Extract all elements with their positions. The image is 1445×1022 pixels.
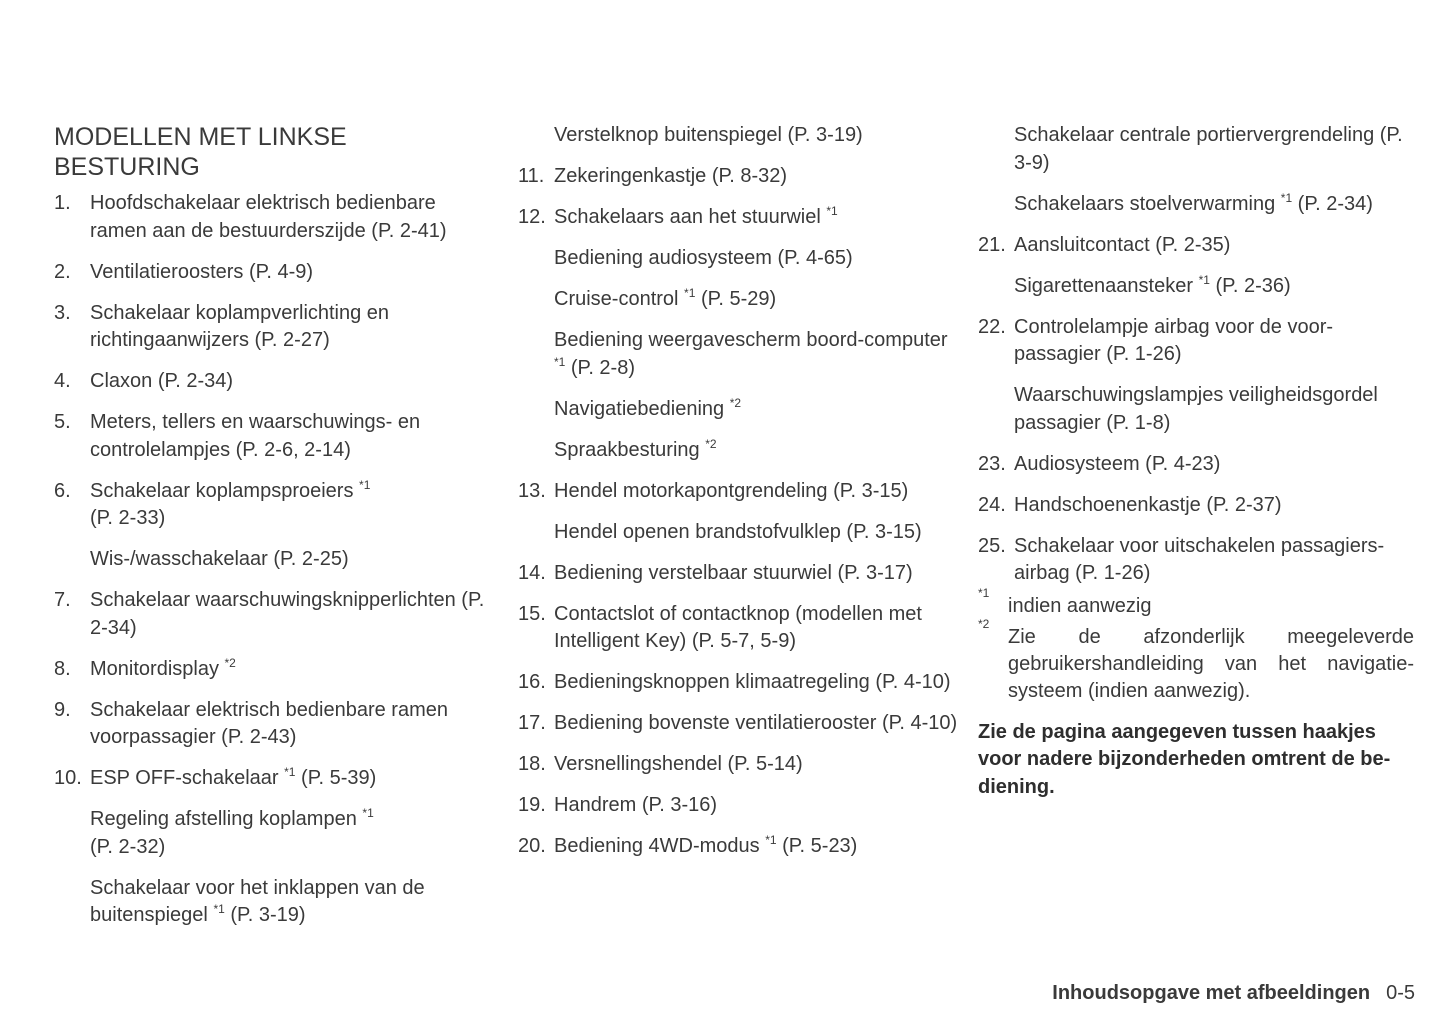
list-item: 7. Schakelaar waarschuwingsknipperlichten (P. 2-34) <box>54 589 485 639</box>
list-item: 4. Claxon (P. 2-34) <box>54 370 234 392</box>
list-subitem: Schakelaar centrale portiervergrendeling (P. 3-9) <box>1014 124 1403 174</box>
list-item: 25. Schakelaar voor uitschakelen passagiers-airbag (P. 1-26) <box>978 534 1385 584</box>
list-item: 6. Schakelaar koplampsproeiers $^{*1}$ (P. 2-33) <box>54 477 371 529</box>
reference-note: Zie de pagina aangegeven tussen haakjes voor nadere bijzonderheden omtrent de be-diening. <box>978 720 1391 798</box>
list-item: 14. Bediening verstelbaar stuurwiel (P. 3-17) <box>518 561 913 584</box>
title-line-1: MODELLEN MET LINKSE <box>54 123 347 151</box>
list-subitem: Regeling afstelling koplampen $^{*1}$ (P. 2-32) <box>90 806 374 858</box>
list-item: 20. Bediening 4WD-modus $^{*1}$ (P. 5-23) <box>518 833 858 857</box>
footnote: *1 indien aanwezig <box>978 585 1152 617</box>
list-subitem: Hendel openen brandstofvulklep (P. 3-15) <box>554 520 922 543</box>
page-footer <box>1052 982 1415 1005</box>
list-item: 16. Bedieningsknoppen klimaatregeling (P. 4-10) <box>518 671 951 693</box>
list-subitem: Wis-/wasschakelaar (P. 2-25) <box>90 548 349 570</box>
list-subitem: Sigarettenaansteker $^{*1}$ (P. 2-36) <box>1014 272 1291 297</box>
list-item: 13. Hendel motorkapontgrendeling (P. 3-15) <box>518 479 909 502</box>
list-item: 12. Schakelaars aan het stuurwiel $^{*1}$ <box>518 204 838 228</box>
column-left <box>54 122 494 943</box>
list-item: 3. Schakelaar koplampverlichting en richtingaanwijzers (P. 2-27) <box>54 301 390 351</box>
list-item: 23. Audiosysteem (P. 4-23) <box>978 452 1221 475</box>
list-item: 21. Aansluitcontact (P. 2-35) <box>978 233 1231 256</box>
list-item: 22. Controlelampje airbag voor de voor-passagier (P. 1-26) <box>978 315 1334 365</box>
title-line-2: BESTURING <box>54 153 200 181</box>
list-subitem: Schakelaar voor het inklappen van de buitenspiegel $^{*1}$ (P. 3-19) <box>90 876 425 926</box>
list-item: 2. Ventilatieroosters (P. 4-9) <box>54 260 314 283</box>
list-subitem: Bediening weergavescherm boord-computer $^{*1}$ (P. 2-8) <box>554 329 948 379</box>
column-right <box>978 122 1414 801</box>
list-item: 8. Monitordisplay $^{*2}$ <box>54 655 236 680</box>
list-item: 9. Schakelaar elektrisch bedienbare ramen voorpassagier (P. 2-43) <box>54 698 448 748</box>
list-item: 15. Contactslot of contactknop (modellen met Intelligent Key) (P. 5-7, 5-9) <box>518 602 922 652</box>
list-subitem: Navigatiebediening $^{*2}$ <box>554 395 742 420</box>
list-item: 19. Handrem (P. 3-16) <box>518 794 718 816</box>
list-subitem: Verstelknop buitenspiegel (P. 3-19) <box>554 124 863 146</box>
list-item: 24. Handschoenenkastje (P. 2-37) <box>978 493 1282 516</box>
page-title <box>54 122 494 182</box>
page-number: 0-5 <box>1386 982 1415 1004</box>
list-subitem: Cruise-control $^{*1}$ (P. 5-29) <box>554 286 777 310</box>
list-item: 5. Meters, tellers en waarschuwings- en controlelampjes (P. 2-6, 2-14) <box>54 411 421 461</box>
list-item: 17. Bediening bovenste ventilatierooster (P. 4-10) <box>518 712 958 734</box>
column-middle <box>518 122 958 874</box>
footnote: *2 Zie de afzonderlijk meegeleverde gebruikershandleiding van het navigatie-systeem (indien aanwezig). <box>978 616 1414 702</box>
list-subitem: Waarschuwingslampjes veiligheidsgordel passagier (P. 1-8) <box>1014 384 1378 434</box>
list-item: 18. Versnellingshendel (P. 5-14) <box>518 753 803 775</box>
list-item: 10. ESP OFF-schakelaar $^{*1}$ (P. 5-39) <box>54 765 377 789</box>
footer-title: Inhoudsopgave met afbeeldingen <box>1052 982 1371 1004</box>
list-item: 11. Zekeringenkastje (P. 8-32) <box>518 165 788 187</box>
list-subitem: Schakelaars stoelverwarming $^{*1}$ (P. 2-34) <box>1014 190 1373 215</box>
list-subitem: Spraakbesturing $^{*2}$ <box>554 436 717 461</box>
list-subitem: Bediening audiosysteem (P. 4-65) <box>554 247 853 269</box>
list-item: 1. Hoofdschakelaar elektrisch bedienbare ramen aan de bestuurderszijde (P. 2-41) <box>54 192 447 242</box>
